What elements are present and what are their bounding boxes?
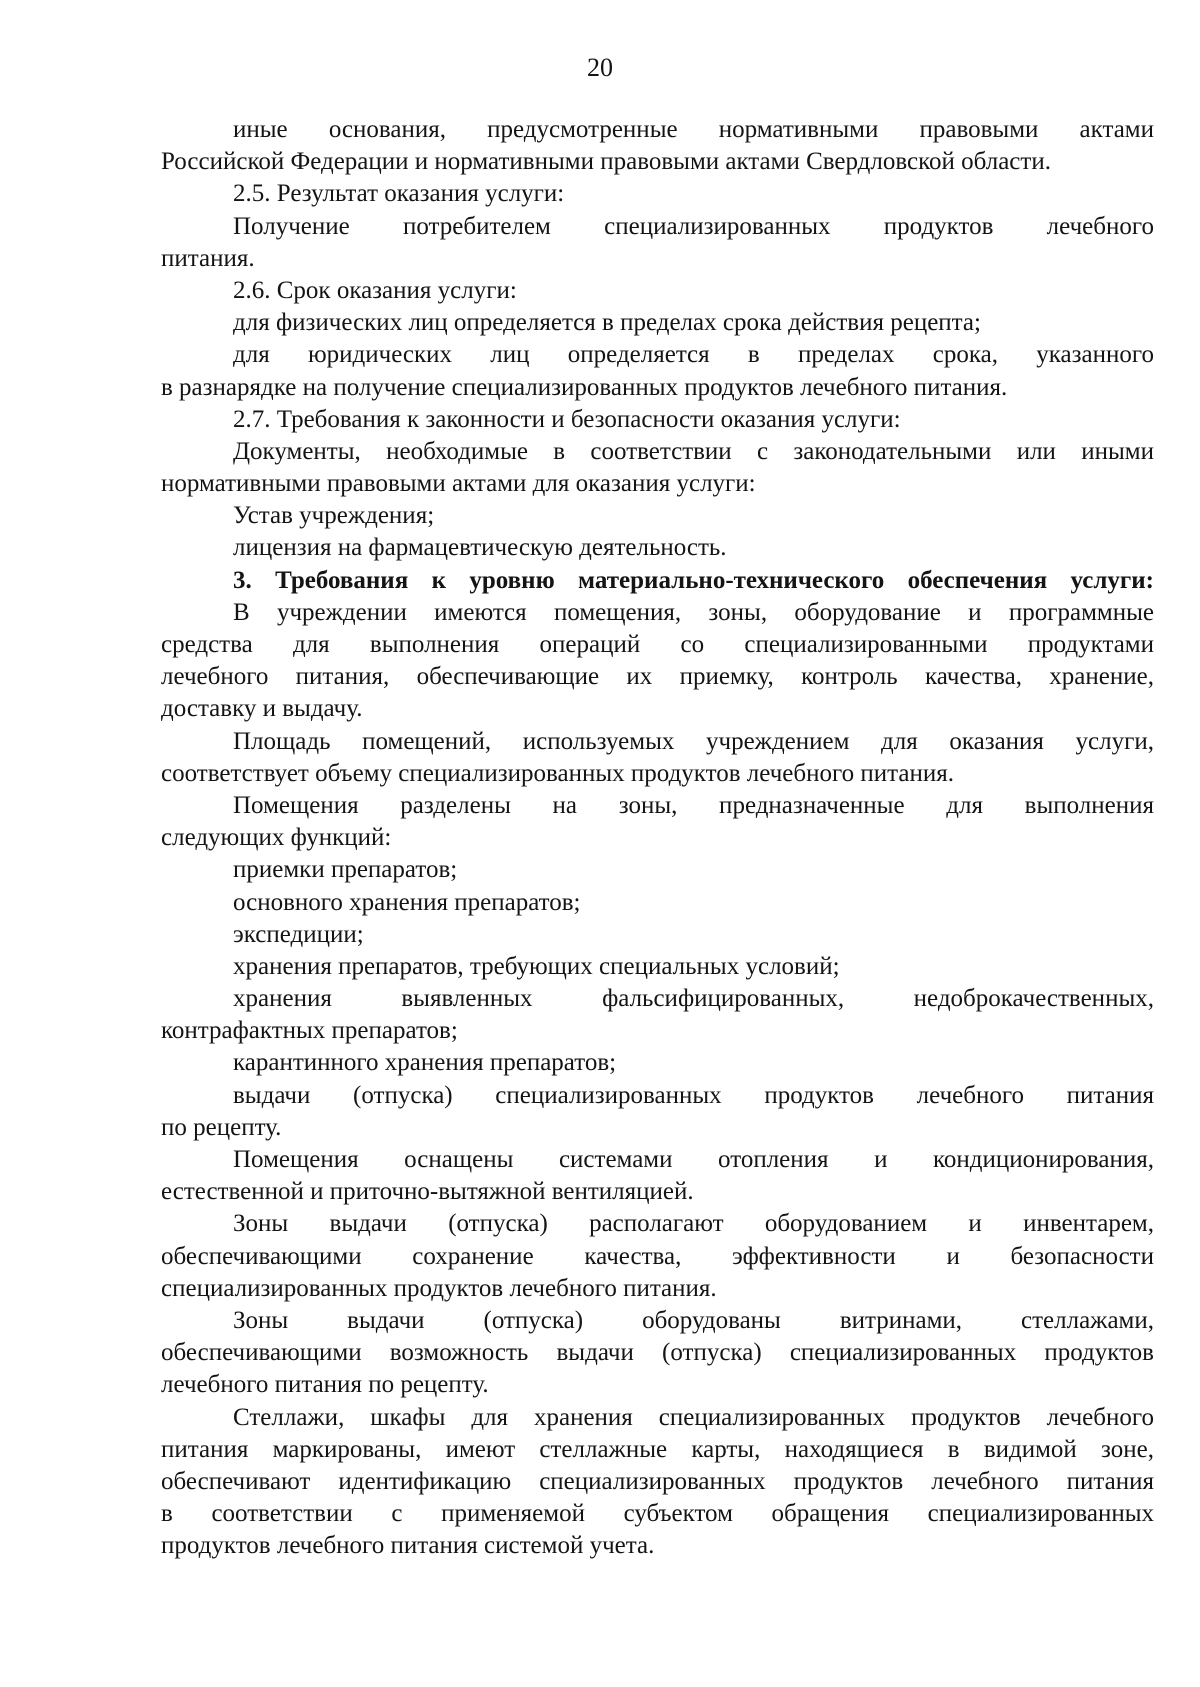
- text-line: Документы, необходимые в соответствии с законодательными или иными: [233, 437, 1154, 465]
- text-line: иные основания, предусмотренные нормативными правовыми актами: [233, 116, 1154, 143]
- text-line: 2.6. Срок оказания услуги:: [233, 276, 517, 304]
- text-line: следующих функций:: [161, 824, 392, 852]
- text-line: Стеллажи, шкафы для хранения специализированных продуктов лечебного: [233, 1403, 1154, 1431]
- text-line: естественной и приточно-вытяжной вентиляцией.: [161, 1178, 694, 1206]
- text-line: хранения выявленных фальсифицированных, недоброкачественных,: [233, 985, 1154, 1013]
- text-line: Устав учреждения;: [233, 502, 435, 530]
- text-line: соответствует объему специализированных продуктов лечебного питания.: [161, 759, 954, 787]
- text-line: по рецепту.: [161, 1113, 282, 1141]
- text-line: лицензия на фармацевтическую деятельность.: [233, 534, 727, 562]
- text-line: карантинного хранения препаратов;: [233, 1049, 617, 1077]
- text-line: основного хранения препаратов;: [233, 888, 581, 916]
- text-line: обеспечивающими сохранение качества, эффективности и безопасности: [161, 1242, 1154, 1270]
- text-line: Зоны выдачи (отпуска) оборудованы витринами, стеллажами,: [233, 1306, 1154, 1334]
- text-line: Получение потребителем специализированных продуктов лечебного: [233, 212, 1154, 240]
- text-line: контрафактных препаратов;: [161, 1017, 458, 1045]
- text-line: лечебного питания, обеспечивающие их приемку, контроль качества, хранение,: [161, 663, 1154, 691]
- text-line: обеспечивают идентификацию специализированных продуктов лечебного питания: [161, 1467, 1154, 1495]
- text-line: средства для выполнения операций со специализированными продуктами: [161, 631, 1154, 658]
- text-line: приемки препаратов;: [233, 856, 458, 884]
- document-body: [161, 114, 1154, 1562]
- text-line: в соответствии с применяемой субъектом обращения специализированных: [161, 1500, 1154, 1528]
- text-line: специализированных продуктов лечебного питания.: [161, 1274, 717, 1302]
- text-line: Помещения разделены на зоны, предназначенные для выполнения: [233, 791, 1154, 819]
- section-heading-line: 3. Требования к уровню материально-технического обеспечения услуги:: [233, 566, 1154, 594]
- text-line: лечебного питания по рецепту.: [161, 1371, 489, 1399]
- text-line: для юридических лиц определяется в пределах срока, указанного: [233, 341, 1154, 369]
- text-line: выдачи (отпуска) специализированных продуктов лечебного питания: [233, 1081, 1154, 1109]
- text-line: обеспечивающими возможность выдачи (отпуска) специализированных продуктов: [161, 1339, 1154, 1367]
- page-number: 20: [587, 53, 613, 82]
- text-line: Зоны выдачи (отпуска) располагают оборудованием и инвентарем,: [233, 1210, 1154, 1238]
- text-line: для физических лиц определяется в пределах срока действия рецепта;: [233, 309, 981, 337]
- text-line: Площадь помещений, используемых учреждением для оказания услуги,: [233, 727, 1154, 755]
- text-line: питания.: [161, 244, 255, 272]
- text-line: Помещения оснащены системами отопления и кондиционирования,: [233, 1146, 1154, 1173]
- text-line: питания маркированы, имеют стеллажные карты, находящиеся в видимой зоне,: [161, 1435, 1154, 1463]
- text-line: доставку и выдачу.: [161, 695, 363, 723]
- text-line: нормативными правовыми актами для оказания услуги:: [161, 470, 756, 498]
- text-line: хранения препаратов, требующих специальных условий;: [233, 952, 840, 980]
- text-line: В учреждении имеются помещения, зоны, оборудование и программные: [233, 598, 1154, 626]
- text-line: 2.7. Требования к законности и безопасности оказания услуги:: [233, 405, 901, 433]
- text-line: Российской Федерации и нормативными правовыми актами Свердловской области.: [161, 148, 1051, 176]
- text-line: в разнарядке на получение специализированных продуктов лечебного питания.: [161, 373, 1008, 401]
- text-line: экспедиции;: [233, 920, 364, 948]
- text-line: продуктов лечебного питания системой учета.: [161, 1532, 655, 1560]
- text-line: 2.5. Результат оказания услуги:: [233, 180, 565, 208]
